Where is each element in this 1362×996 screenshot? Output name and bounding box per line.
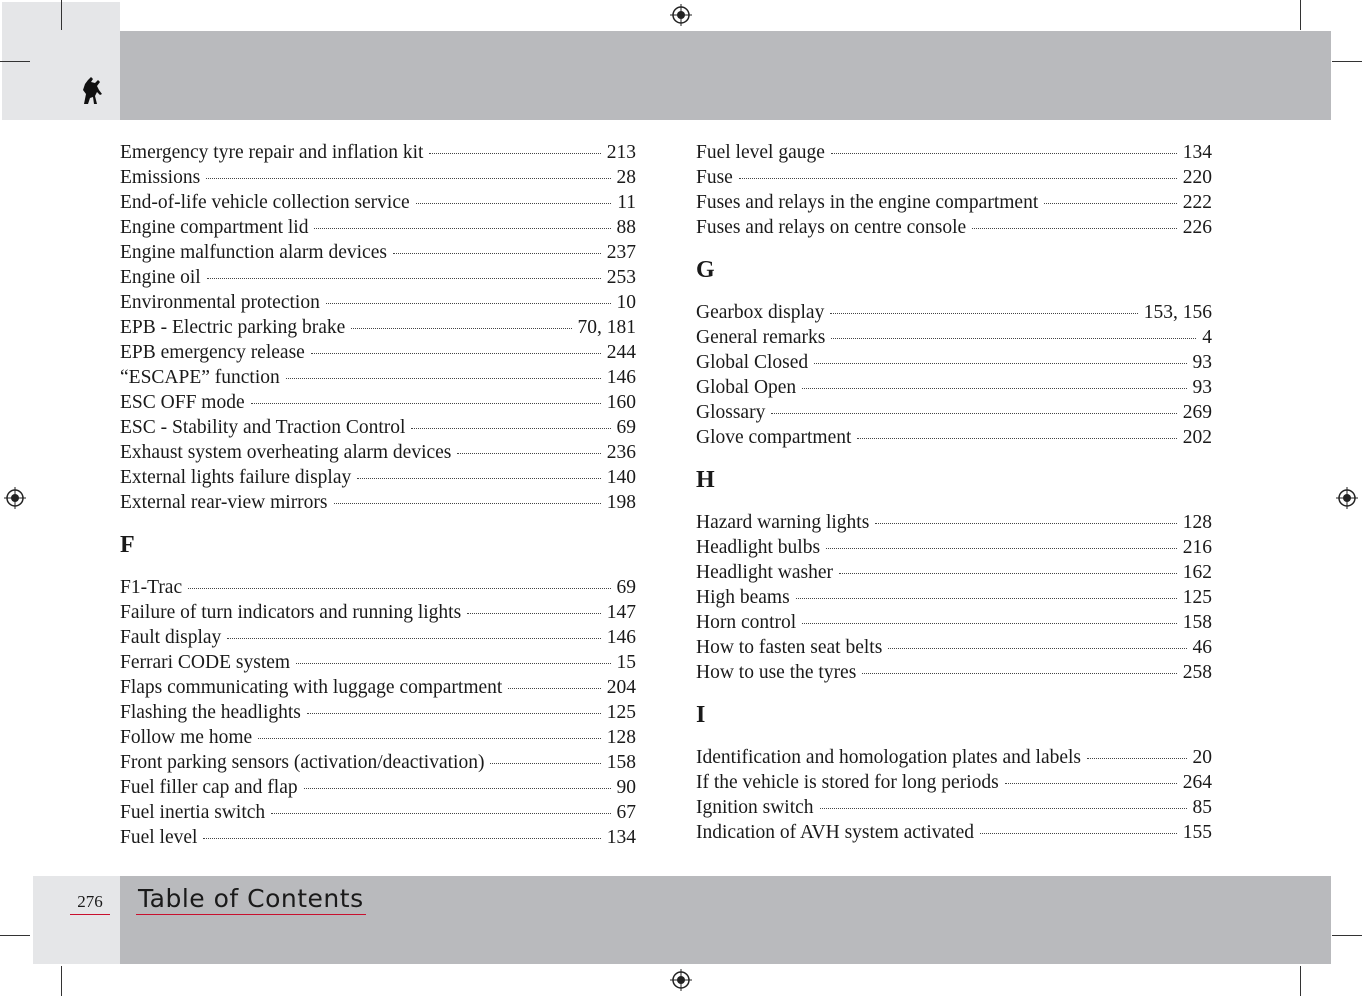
- index-entry-label: General remarks: [696, 327, 826, 348]
- index-letter-heading: I: [696, 702, 706, 728]
- index-entry-label: Global Open: [696, 377, 797, 398]
- index-entry: [696, 745, 1212, 770]
- dot-leader: [227, 638, 600, 639]
- index-entry: [696, 560, 1212, 585]
- index-entry: [696, 190, 1212, 215]
- index-entry-page: 147: [606, 602, 636, 623]
- index-letter-heading: G: [696, 257, 715, 283]
- index-entry-page: 153, 156: [1143, 302, 1212, 323]
- dot-leader: [411, 428, 610, 429]
- dot-leader: [802, 623, 1177, 624]
- dot-leader: [271, 813, 610, 814]
- index-entry-label: Hazard warning lights: [696, 512, 870, 533]
- index-entry-page: 236: [606, 442, 636, 463]
- dot-leader: [304, 788, 611, 789]
- index-entry-label: Exhaust system overheating alarm devices: [120, 442, 452, 463]
- index-entry-label: Fuel level: [120, 827, 198, 848]
- index-entry-page: 155: [1182, 822, 1212, 843]
- dot-leader: [862, 673, 1176, 674]
- dot-leader: [875, 523, 1176, 524]
- index-entry-page: 264: [1182, 772, 1212, 793]
- index-entry: [696, 535, 1212, 560]
- index-entry-label: Indication of AVH system activated: [696, 822, 974, 843]
- index-entry: [696, 510, 1212, 535]
- dot-leader: [802, 388, 1186, 389]
- crop-mark: [0, 935, 30, 936]
- index-entry-label: EPB - Electric parking brake: [120, 317, 346, 338]
- index-entry: [120, 140, 636, 165]
- index-entry: [696, 660, 1212, 685]
- index-entry-page: 88: [616, 217, 636, 238]
- dot-leader: [357, 478, 601, 479]
- index-entry-label: Failure of turn indicators and running lights: [120, 602, 462, 623]
- index-entry-page: 258: [1182, 662, 1212, 683]
- dot-leader: [888, 648, 1186, 649]
- index-entry-page: 160: [606, 392, 636, 413]
- registration-mark-icon: [4, 487, 26, 509]
- dot-leader: [457, 453, 600, 454]
- index-entry-label: Emissions: [120, 167, 201, 188]
- dot-leader: [251, 403, 601, 404]
- index-entry-label: Ferrari CODE system: [120, 652, 291, 673]
- crop-mark: [61, 0, 62, 30]
- index-letter-heading: H: [696, 467, 715, 493]
- header-bar: [120, 31, 1331, 120]
- index-entry-page: 202: [1182, 427, 1212, 448]
- index-entry-page: 128: [606, 727, 636, 748]
- index-column-right: [696, 140, 1212, 845]
- index-entry: [120, 415, 636, 440]
- index-entry-label: Ignition switch: [696, 797, 814, 818]
- dot-leader: [826, 548, 1177, 549]
- index-entry: [696, 820, 1212, 845]
- dot-leader: [771, 413, 1176, 414]
- index-entry-page: 67: [616, 802, 636, 823]
- index-entry-page: 85: [1192, 797, 1212, 818]
- index-entry-label: Global Closed: [696, 352, 809, 373]
- dot-leader: [311, 353, 601, 354]
- crop-mark: [0, 61, 30, 62]
- index-entry-page: 69: [616, 417, 636, 438]
- dot-leader: [1087, 758, 1186, 759]
- index-entry-page: 216: [1182, 537, 1212, 558]
- index-entry: [120, 700, 636, 725]
- dot-leader: [1005, 783, 1177, 784]
- index-entry: [120, 750, 636, 775]
- index-entry: [120, 800, 636, 825]
- crop-mark: [1332, 61, 1362, 62]
- index-entry-page: 220: [1182, 167, 1212, 188]
- index-entry-page: 20: [1192, 747, 1212, 768]
- dot-leader: [326, 303, 611, 304]
- index-entry-page: 253: [606, 267, 636, 288]
- index-entry: [120, 165, 636, 190]
- index-entry-page: 128: [1182, 512, 1212, 533]
- index-entry-label: End-of-life vehicle collection service: [120, 192, 410, 213]
- dot-leader: [1044, 203, 1177, 204]
- index-entry-page: 269: [1182, 402, 1212, 423]
- dot-leader: [314, 228, 610, 229]
- index-entry-label: ESC OFF mode: [120, 392, 245, 413]
- index-entry-page: 90: [616, 777, 636, 798]
- index-entry: [120, 575, 636, 600]
- index-entry-label: Emergency tyre repair and inflation kit: [120, 142, 424, 163]
- index-entry: [696, 585, 1212, 610]
- index-entry-label: Glossary: [696, 402, 766, 423]
- dot-leader: [820, 808, 1187, 809]
- index-entry-page: 70, 181: [577, 317, 636, 338]
- index-entry-label: How to use the tyres: [696, 662, 857, 683]
- dot-leader: [203, 838, 600, 839]
- index-entry-page: 244: [606, 342, 636, 363]
- index-entry-page: 134: [606, 827, 636, 848]
- crop-mark: [61, 966, 62, 996]
- index-entry-label: Engine compartment lid: [120, 217, 309, 238]
- dot-leader: [188, 588, 610, 589]
- index-entry-page: 46: [1192, 637, 1212, 658]
- index-entry: [120, 650, 636, 675]
- index-entry-label: External rear-view mirrors: [120, 492, 328, 513]
- index-entry-page: 146: [606, 367, 636, 388]
- index-entry: [120, 240, 636, 265]
- index-entry-label: Fuses and relays in the engine compartment: [696, 192, 1039, 213]
- index-entry: [696, 400, 1212, 425]
- dot-leader: [814, 363, 1186, 364]
- dot-leader: [206, 178, 610, 179]
- index-entry-label: Glove compartment: [696, 427, 852, 448]
- index-entry-label: Fault display: [120, 627, 222, 648]
- index-entry: [696, 350, 1212, 375]
- index-entry: [120, 775, 636, 800]
- index-entry-label: F1-Trac: [120, 577, 183, 598]
- index-entry: [696, 165, 1212, 190]
- index-entry: [120, 440, 636, 465]
- index-entry-page: 158: [1182, 612, 1212, 633]
- dot-leader: [796, 598, 1177, 599]
- index-entry-label: Headlight bulbs: [696, 537, 821, 558]
- index-entry-page: 15: [616, 652, 636, 673]
- index-entry: [696, 215, 1212, 240]
- index-entry-page: 10: [616, 292, 636, 313]
- index-entry-label: Fuel inertia switch: [120, 802, 266, 823]
- index-entry: [696, 425, 1212, 450]
- index-entry-label: Fuel level gauge: [696, 142, 825, 163]
- index-entry-label: Headlight washer: [696, 562, 833, 583]
- index-entry-page: 125: [1182, 587, 1212, 608]
- dot-leader: [416, 203, 612, 204]
- dot-leader: [296, 663, 610, 664]
- index-entry-page: 222: [1182, 192, 1212, 213]
- index-entry: [120, 290, 636, 315]
- dot-leader: [334, 503, 601, 504]
- index-entry: [120, 675, 636, 700]
- index-column-left: [120, 140, 636, 850]
- crop-mark: [1300, 0, 1301, 30]
- index-entry: [696, 325, 1212, 350]
- dot-leader: [972, 228, 1177, 229]
- index-entry: [120, 340, 636, 365]
- index-entry-page: 69: [616, 577, 636, 598]
- index-entry-label: Fuel filler cap and flap: [120, 777, 298, 798]
- dot-leader: [980, 833, 1177, 834]
- index-entry-page: 213: [606, 142, 636, 163]
- index-entry: [120, 725, 636, 750]
- index-entry-label: Follow me home: [120, 727, 253, 748]
- index-entry-page: 93: [1192, 377, 1212, 398]
- index-entry-page: 125: [606, 702, 636, 723]
- footer-side-panel: [33, 876, 120, 964]
- dot-leader: [258, 738, 601, 739]
- index-entry-label: If the vehicle is stored for long periods: [696, 772, 999, 793]
- index-entry-label: Gearbox display: [696, 302, 825, 323]
- index-entry-page: 93: [1192, 352, 1212, 373]
- dot-leader: [307, 713, 601, 714]
- index-entry: [120, 490, 636, 515]
- dot-leader: [839, 573, 1177, 574]
- dot-leader: [429, 153, 600, 154]
- index-entry-page: 162: [1182, 562, 1212, 583]
- crop-mark: [1332, 935, 1362, 936]
- index-entry-page: 146: [606, 627, 636, 648]
- index-entry: [120, 315, 636, 340]
- dot-leader: [831, 153, 1177, 154]
- index-entry-page: 140: [606, 467, 636, 488]
- index-entry-page: 226: [1182, 217, 1212, 238]
- section-title: Table of Contents: [138, 884, 364, 913]
- registration-mark-icon: [670, 4, 692, 26]
- index-entry-page: 134: [1182, 142, 1212, 163]
- index-entry: [120, 825, 636, 850]
- index-entry-page: 11: [617, 192, 636, 213]
- index-entry-page: 4: [1202, 327, 1212, 348]
- index-entry: [696, 375, 1212, 400]
- index-entry-label: ESC - Stability and Traction Control: [120, 417, 406, 438]
- prancing-horse-icon: [78, 74, 104, 108]
- index-entry-page: 158: [606, 752, 636, 773]
- dot-leader: [830, 313, 1137, 314]
- index-entry: [696, 140, 1212, 165]
- registration-mark-icon: [670, 969, 692, 991]
- dot-leader: [831, 338, 1196, 339]
- index-entry: [696, 300, 1212, 325]
- index-entry-label: Horn control: [696, 612, 797, 633]
- page-number: 276: [70, 892, 110, 915]
- index-entry-label: EPB emergency release: [120, 342, 305, 363]
- index-entry: [120, 625, 636, 650]
- index-entry-label: How to fasten seat belts: [696, 637, 883, 658]
- crop-mark: [1300, 966, 1301, 996]
- index-entry-label: Identification and homologation plates and labels: [696, 747, 1082, 768]
- index-entry-label: High beams: [696, 587, 790, 608]
- dot-leader: [393, 253, 601, 254]
- index-entry: [696, 610, 1212, 635]
- dot-leader: [351, 328, 571, 329]
- dot-leader: [286, 378, 601, 379]
- registration-mark-icon: [1336, 487, 1358, 509]
- index-entry: [120, 390, 636, 415]
- index-entry: [696, 635, 1212, 660]
- dot-leader: [857, 438, 1176, 439]
- index-entry: [696, 770, 1212, 795]
- index-entry-label: Fuse: [696, 167, 733, 188]
- index-entry: [120, 365, 636, 390]
- index-entry-label: Fuses and relays on centre console: [696, 217, 967, 238]
- index-entry: [120, 265, 636, 290]
- index-entry-page: 204: [606, 677, 636, 698]
- index-entry-page: 28: [616, 167, 636, 188]
- index-entry-page: 198: [606, 492, 636, 513]
- index-entry: [120, 190, 636, 215]
- index-entry: [696, 795, 1212, 820]
- index-entry-label: Front parking sensors (activation/deactivation): [120, 752, 485, 773]
- index-entry-label: Flashing the headlights: [120, 702, 301, 723]
- dot-leader: [467, 613, 601, 614]
- index-entry-page: 237: [606, 242, 636, 263]
- dot-leader: [490, 763, 600, 764]
- index-entry-label: Environmental protection: [120, 292, 320, 313]
- index-entry-label: Flaps communicating with luggage compartment: [120, 677, 503, 698]
- index-entry: [120, 215, 636, 240]
- index-letter-heading: F: [120, 532, 135, 558]
- index-entry: [120, 465, 636, 490]
- dot-leader: [207, 278, 601, 279]
- dot-leader: [739, 178, 1177, 179]
- dot-leader: [508, 688, 600, 689]
- index-entry-label: Engine oil: [120, 267, 201, 288]
- index-entry-label: External lights failure display: [120, 467, 352, 488]
- index-entry-label: Engine malfunction alarm devices: [120, 242, 387, 263]
- index-entry: [120, 600, 636, 625]
- index-entry-label: “ESCAPE” function: [120, 367, 280, 388]
